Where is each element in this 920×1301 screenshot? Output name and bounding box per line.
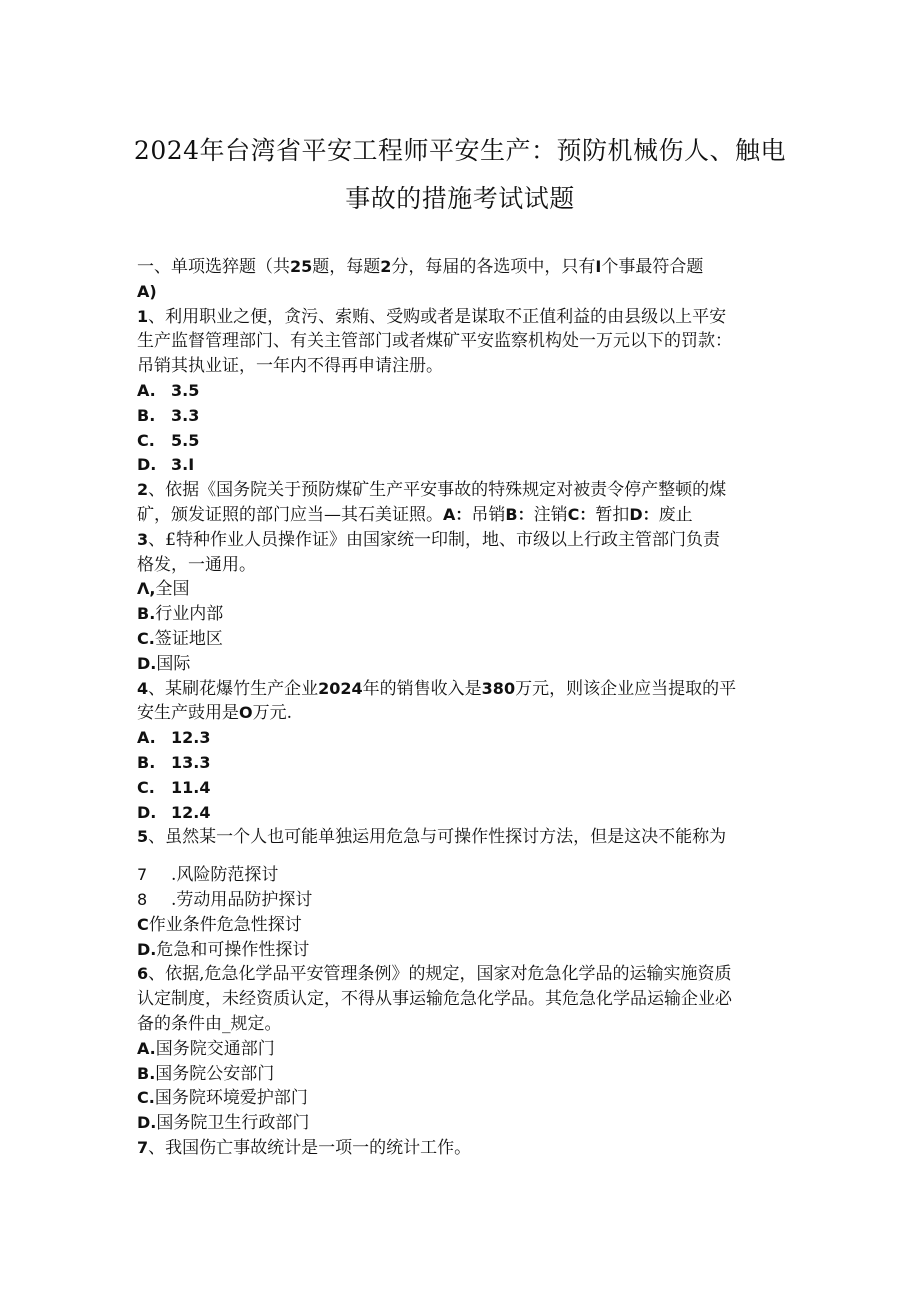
question-3-option-b: B.行业内部 [137,604,224,625]
question-2-text-cont: 矿，颁发证照的部门应当—其石美证照。A：吊销B：注销C：暂扣D：废止 [137,504,693,525]
question-6-option-d: D.国务院卫生行政部门 [137,1113,310,1134]
document-title-line-2: 事故的措施考试试题 [345,184,575,213]
question-1-text: 1、利用职业之便，贪污、索贿、受购或者是谋取不正值利益的由县级以上平安 [137,306,727,327]
document-title-line-1: 2024年台湾省平安工程师平安生产：预防机械伤人、触电 [133,136,787,165]
question-6-option-b: B.国务院公安部门 [137,1063,275,1084]
question-5-option-d: D.危急和可操作性探讨 [137,939,310,960]
question-1-option-d: D. 3.I [137,455,195,475]
question-4-option-b: B. 13.3 [137,752,211,772]
question-7-text: 7、我国伤亡事故统计是一项一的统计工作。 [137,1137,472,1158]
question-6-text-cont: 认定制度，未经资质认定，不得从事运输危急化学品。其危急化学品运输企业必 [137,989,732,1010]
question-1-option-b: B. 3.3 [137,405,200,425]
question-4-text: 4、某刷花爆竹生产企业2024年的销售收入是380万元，则该企业应当提取的平 [137,678,737,699]
question-6-text: 6、依据,危急化学品平安管理条例》的规定，国家对危急化学品的运输实施资质 [137,964,732,985]
question-1-text-cont: 生产监督管理部门、有关主管部门或者煤矿平安监察机构处一万元以下的罚款： [137,331,732,352]
question-1-text-cont: 吊销其执业证，一年内不得再申请注册。 [137,356,443,377]
question-4-option-a: A. 12.3 [137,728,211,748]
question-5-option-7: 7 .风险防范探讨 [137,865,279,886]
question-4-option-d: D. 12.4 [137,802,211,822]
question-3-option-d: D.国际 [137,653,191,674]
question-3-text: 3、£特种作业人员操作证》由国家统一印制，地、市级以上行政主管部门负责 [137,529,720,550]
blank-gap [137,850,797,863]
question-4-text-cont: 安生产豉用是O万元. [137,703,293,724]
question-6-option-c: C.国务院环境爱护部门 [137,1088,308,1109]
question-3-option-c: C.签证地区 [137,628,223,649]
question-list [137,255,797,1161]
question-5-option-c: C作业条件危急性探讨 [137,914,302,935]
question-5-text: 5、虽然某一个人也可能单独运用危急与可操作性探讨方法，但是这决不能称为 [137,827,727,848]
question-3-option-a: Λ,全国 [137,579,190,600]
question-6-text-cont: 备的条件由_规定。 [137,1013,282,1034]
section-heading: 一、单项选猝题（共25题，每题2分，每届的各选项中，只有I个事最符合题 [137,257,704,277]
question-1-option-c: C. 5.5 [137,430,200,450]
question-3-text-cont: 格发，一通用。 [137,554,256,575]
question-5-option-8: 8 .劳动用品防护探讨 [137,889,313,910]
question-4-option-c: C. 11.4 [137,777,211,797]
question-2-text: 2、依据《国务院关于预防煤矿生产平安事故的特殊规定对被责令停产整顿的煤 [137,480,727,501]
question-1-option-a: A. 3.5 [137,380,200,400]
section-heading-continued: A) [137,281,157,301]
question-6-option-a: A.国务院交通部门 [137,1038,275,1059]
